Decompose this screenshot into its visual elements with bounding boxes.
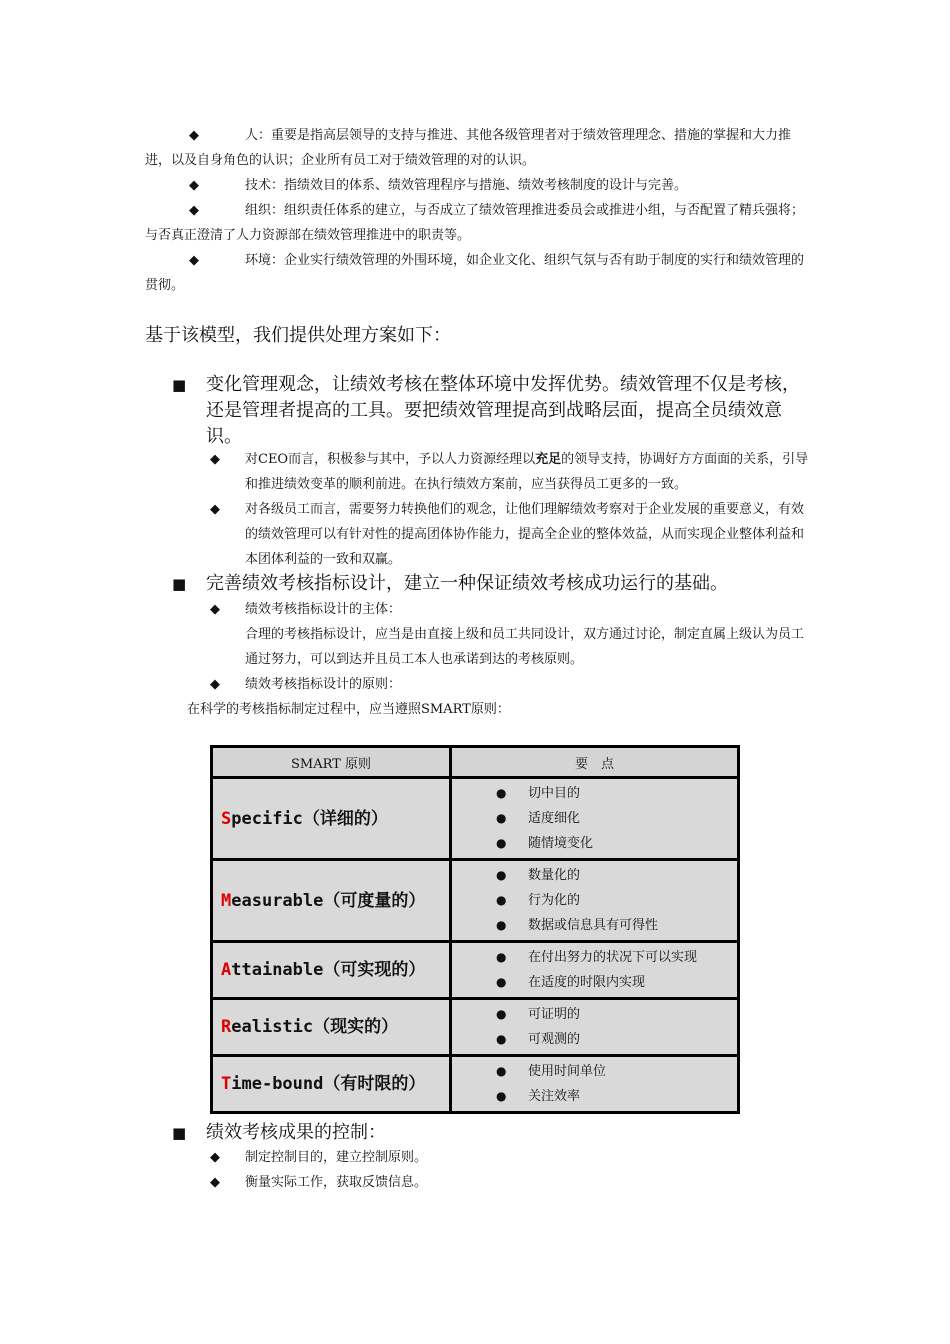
square-bullet-icon: ■: [172, 376, 187, 394]
sub-item-feedback: [210, 1170, 810, 1195]
dot-bullet-icon: ●: [496, 918, 507, 932]
sub-item-text-part: 的领导支持，协调好方方面面的关系，引导和推进绩效变革的顺利前进。在执行绩效方案前，应当获得员工更多的一致。: [245, 452, 809, 492]
dot-bullet-icon: ●: [496, 786, 507, 800]
key-point: [496, 806, 737, 831]
sub-item-employees: [210, 497, 810, 572]
section-result-control: [172, 1120, 812, 1146]
table-header-cell: SMART 原则: [212, 747, 451, 778]
key-point-text: 可观测的: [528, 1032, 581, 1047]
sub-item-design-subject: [210, 597, 810, 672]
sub-item-text: 绩效考核指标设计的主体：: [245, 602, 402, 617]
section-text: 变化管理观念，让绩效考核在整体环境中发挥优势。绩效管理不仅是考核，还是管理者提高的工具。要把绩效管理提高到战略层面，提高全员绩效意识。: [206, 374, 800, 447]
smart-note: 在科学的考核指标制定过程中，应当遵照SMART原则：: [187, 702, 510, 717]
dot-bullet-icon: ●: [496, 893, 507, 907]
key-point-text: 行为化的: [528, 893, 581, 908]
diamond-bullet-icon: ◆: [210, 1175, 220, 1190]
key-point-text: 数据或信息具有可得性: [528, 918, 659, 933]
diamond-bullet-icon: ◆: [189, 178, 199, 193]
table-header-row: [212, 747, 739, 778]
key-point: [496, 1027, 737, 1052]
key-point: [496, 1059, 737, 1084]
principle-name: pecific（详细的）: [231, 808, 388, 829]
key-point-text: 可证明的: [528, 1007, 581, 1022]
key-point: [496, 913, 737, 938]
sub-item-text: 对各级员工而言，需要努力转换他们的观念，让他们理解绩效考察对于企业发展的重要意义，有效的绩效管理可以有针对性的提高团体协作能力，提高全企业的整体效益，从而实现企业整体利益和本团体利益的一致和双赢。: [245, 502, 805, 567]
intro-label: 人：: [245, 128, 272, 143]
table-row: [212, 999, 739, 1056]
diamond-bullet-icon: ◆: [189, 128, 199, 143]
key-point: [496, 1084, 737, 1109]
key-point: [496, 1002, 737, 1027]
key-point: [496, 888, 737, 913]
dot-bullet-icon: ●: [496, 950, 507, 964]
intro-label: 组织：: [245, 203, 285, 218]
principle-name: ime-bound（有时限的）: [231, 1074, 426, 1094]
section-text: 完善绩效考核指标设计，建立一种保证绩效考核成功运行的基础。: [206, 573, 728, 594]
key-points-cell: [451, 1056, 739, 1113]
principle-initial: T: [221, 1074, 232, 1094]
sub-item-detail: 合理的考核指标设计，应当是由直接上级和员工共同设计，双方通过讨论，制定直属上级认为员工通过努力，可以到达并且员工本人也承诺到达的考核原则。: [245, 627, 805, 667]
key-point-text: 使用时间单位: [528, 1064, 607, 1079]
dot-bullet-icon: ●: [496, 1032, 507, 1046]
key-point: [496, 831, 737, 856]
sub-item-ceo: [210, 447, 810, 497]
table-row: [212, 860, 739, 942]
sub-item-text-bold: 充足: [535, 452, 562, 467]
smart-principle-cell: [212, 778, 451, 860]
diamond-bullet-icon: ◆: [210, 452, 220, 467]
principle-initial: R: [221, 1017, 232, 1037]
key-point: [496, 863, 737, 888]
sub-item-control-goal: [210, 1145, 810, 1170]
intro-paragraph-environment: [145, 248, 810, 298]
sub-item-text: 绩效考核指标设计的原则：: [245, 677, 402, 692]
key-points-cell: [451, 778, 739, 860]
intro-paragraph-people: [145, 123, 810, 173]
diamond-bullet-icon: ◆: [210, 502, 220, 517]
diamond-bullet-icon: ◆: [210, 677, 220, 692]
intro-text: 企业实行绩效管理的外围环境，如企业文化、组织气氛与否有助于制度的实行和绩效管理的贯彻。: [145, 253, 805, 293]
dot-bullet-icon: ●: [496, 1007, 507, 1021]
sub-item-text: [245, 447, 810, 497]
solution-heading: 基于该模型，我们提供处理方案如下：: [145, 325, 451, 346]
key-points-cell: [451, 860, 739, 942]
intro-paragraph-organization: [145, 198, 810, 248]
principle-initial: S: [221, 808, 232, 829]
principle-initial: A: [221, 960, 232, 980]
key-point-text: 在付出努力的状况下可以实现: [528, 950, 698, 965]
key-point: [496, 781, 737, 806]
section-indicator-design: [172, 571, 812, 597]
table-row: [212, 778, 739, 860]
key-point-text: 在适度的时限内实现: [528, 975, 646, 990]
table-header-cell: 要 点: [451, 747, 739, 778]
key-point-text: 适度细化: [528, 811, 581, 826]
sub-item-text: 衡量实际工作，获取反馈信息。: [245, 1175, 428, 1190]
table-row: [212, 942, 739, 999]
sub-item-text-part: 对CEO而言，积极参与其中，予以人力资源经理以: [245, 452, 536, 467]
diamond-bullet-icon: ◆: [189, 253, 199, 268]
key-points-cell: [451, 999, 739, 1056]
key-point-text: 关注效率: [528, 1089, 581, 1104]
intro-text: 组织责任体系的建立，与否成立了绩效管理推进委员会或推进小组，与否配置了精兵强将；与否真正澄清了人力资源部在绩效管理推进中的职责等。: [145, 203, 805, 243]
intro-text: 指绩效目的体系、绩效管理程序与措施、绩效考核制度的设计与完善。: [284, 178, 688, 193]
key-point-text: 数量化的: [528, 868, 581, 883]
intro-text: 重要是指高层领导的支持与推进、其他各级管理者对于绩效管理理念、措施的掌握和大力推进，以及自身角色的认识；企业所有员工对于绩效管理的对的认识。: [145, 128, 792, 168]
intro-label: 技术：: [245, 178, 285, 193]
key-point-text: 切中目的: [528, 786, 581, 801]
dot-bullet-icon: ●: [496, 1089, 507, 1103]
key-point: [496, 970, 737, 995]
sub-item-design-principle: [210, 672, 810, 697]
sub-item-text: 制定控制目的，建立控制原则。: [245, 1150, 428, 1165]
smart-principle-cell: [212, 999, 451, 1056]
section-text: 绩效考核成果的控制：: [206, 1122, 386, 1143]
principle-name: ealistic（现实的）: [231, 1017, 399, 1037]
diamond-bullet-icon: ◆: [210, 602, 220, 617]
dot-bullet-icon: ●: [496, 868, 507, 882]
smart-principle-cell: [212, 942, 451, 999]
section-change-concept: [172, 372, 812, 450]
dot-bullet-icon: ●: [496, 836, 507, 850]
principle-name: ttainable（可实现的）: [231, 960, 426, 980]
dot-bullet-icon: ●: [496, 975, 507, 989]
diamond-bullet-icon: ◆: [210, 1150, 220, 1165]
diamond-bullet-icon: ◆: [189, 203, 199, 218]
key-point: [496, 945, 737, 970]
key-points-cell: [451, 942, 739, 999]
intro-label: 环境：: [245, 253, 285, 268]
intro-paragraph-technology: [145, 173, 810, 198]
square-bullet-icon: ■: [172, 575, 187, 593]
smart-table: [210, 745, 740, 1114]
square-bullet-icon: ■: [172, 1124, 187, 1142]
dot-bullet-icon: ●: [496, 811, 507, 825]
smart-principle-cell: [212, 860, 451, 942]
principle-initial: M: [221, 890, 232, 911]
table-row: [212, 1056, 739, 1113]
dot-bullet-icon: ●: [496, 1064, 507, 1078]
smart-principle-cell: [212, 1056, 451, 1113]
principle-name: easurable（可度量的）: [231, 890, 426, 911]
key-point-text: 随情境变化: [528, 836, 594, 851]
